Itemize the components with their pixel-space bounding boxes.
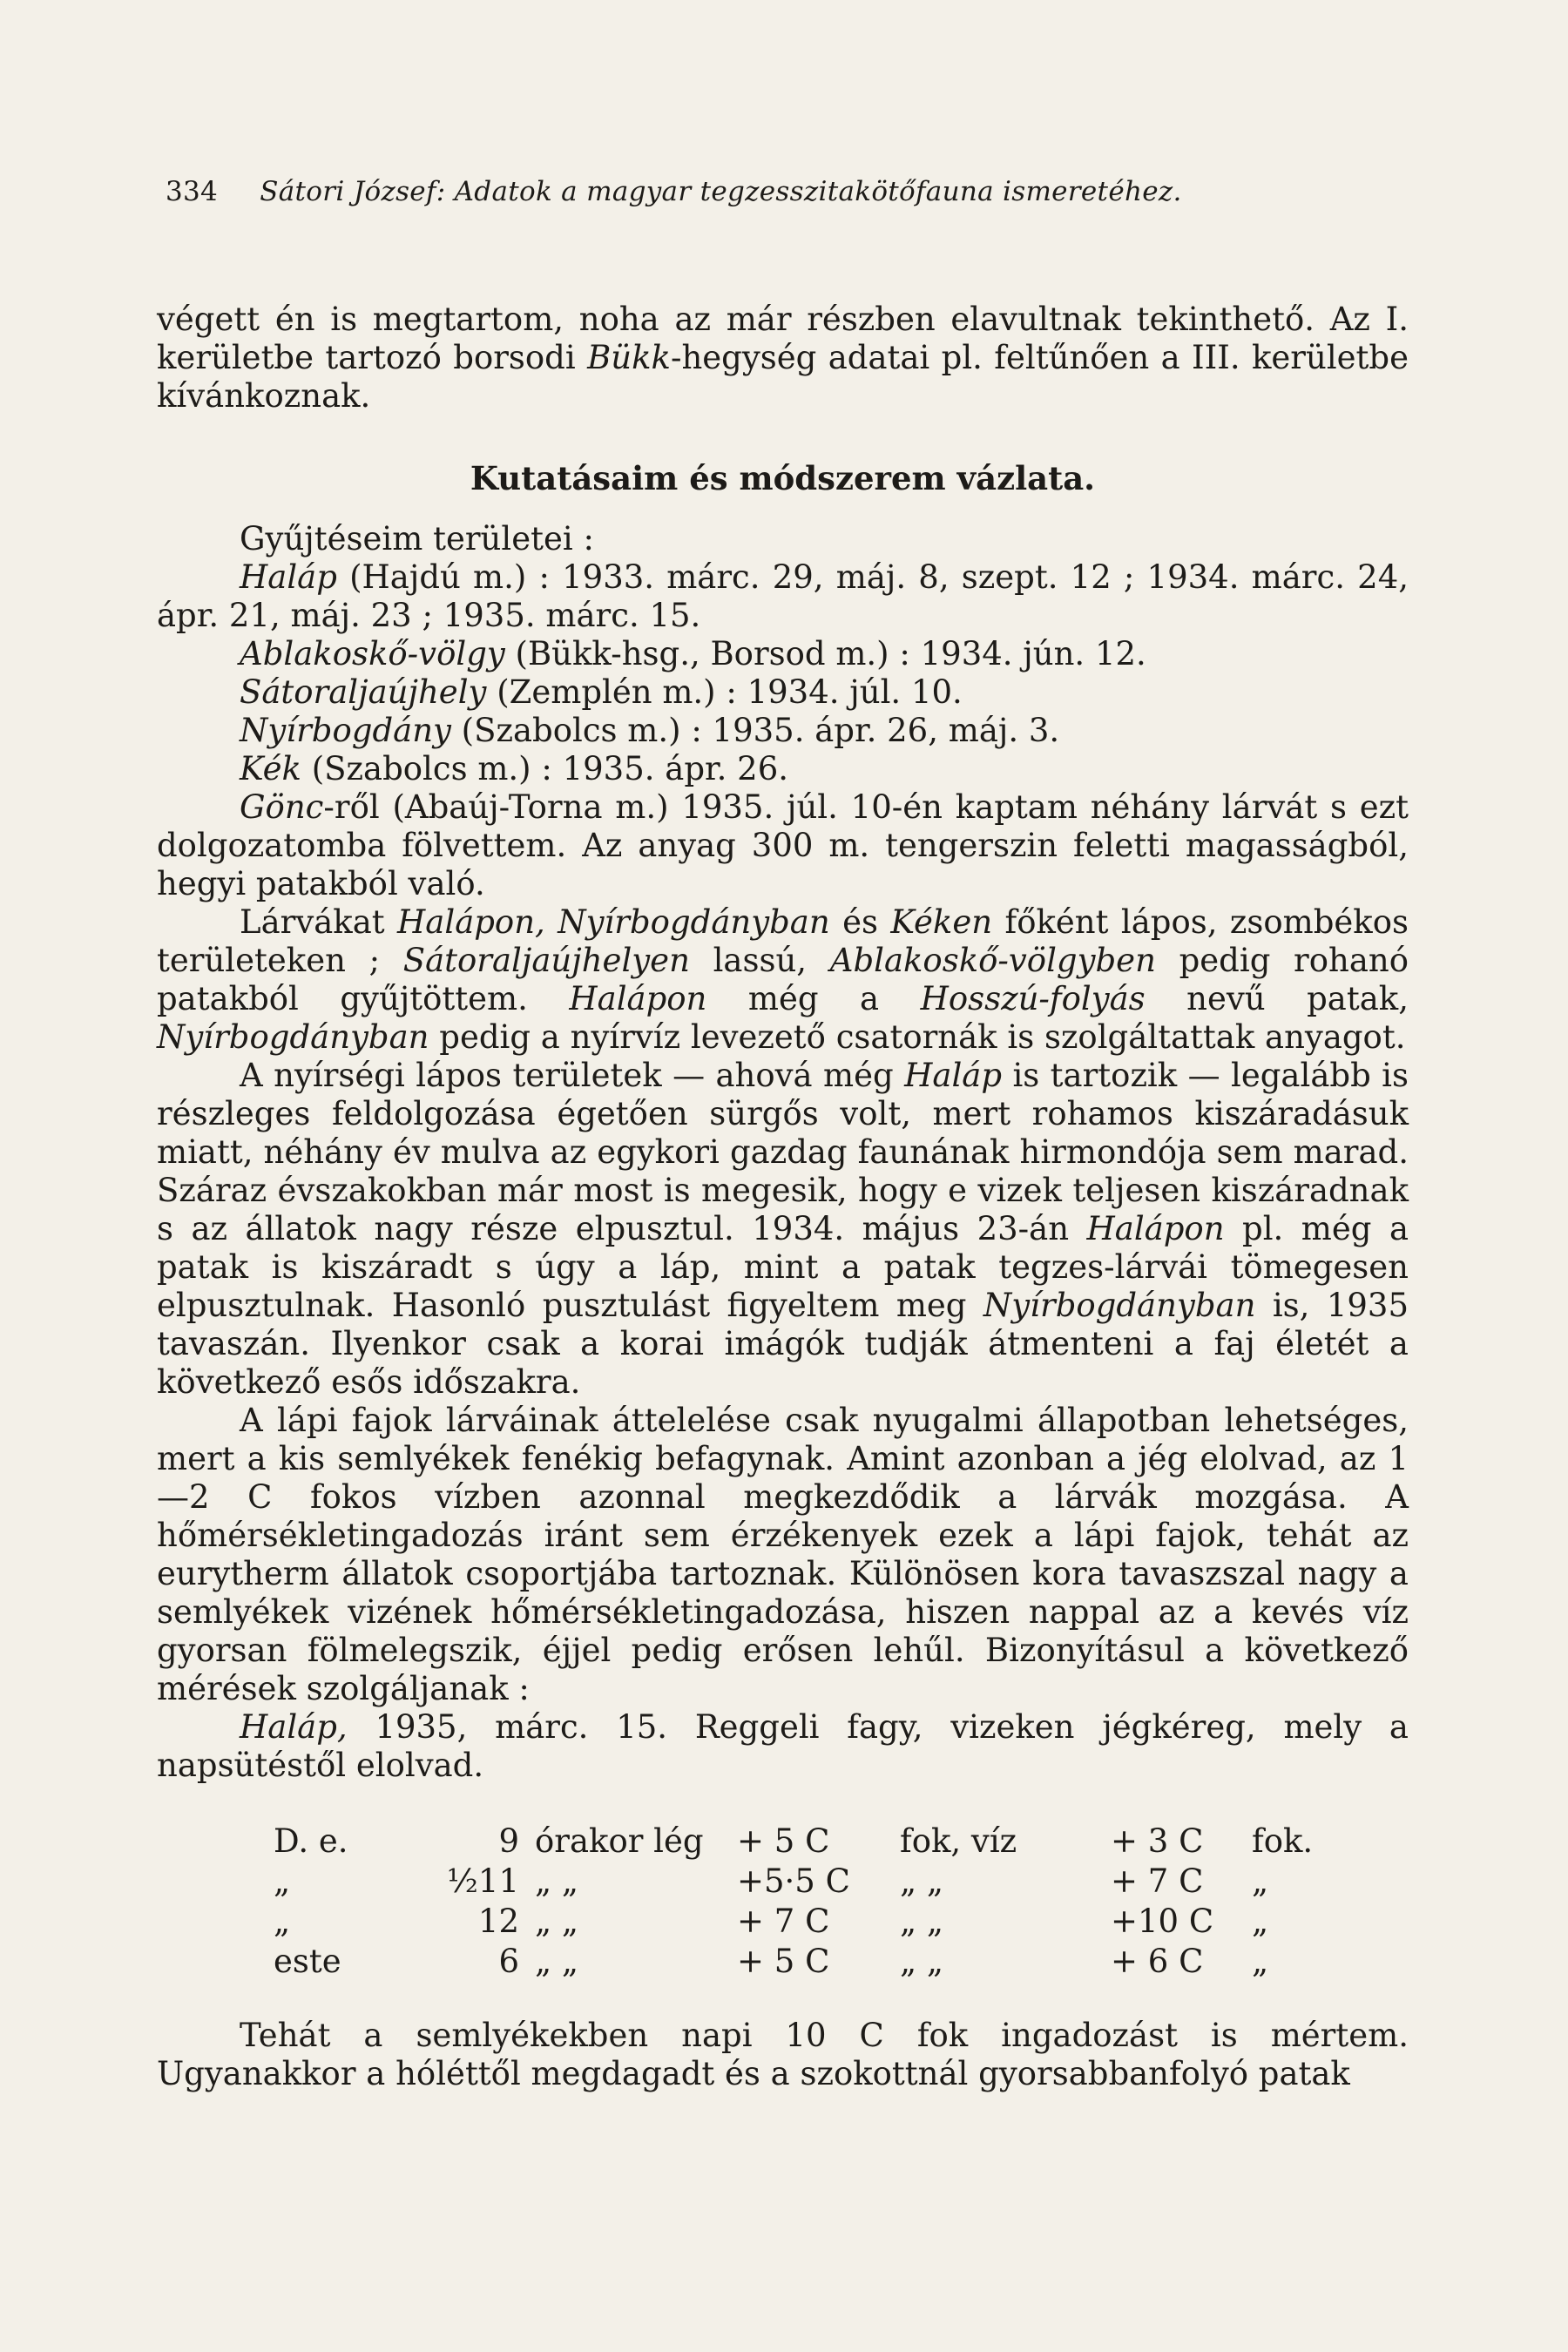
running-title: Sátori József: Adatok a magyar tegzesszitakötőfauna ismeretéhez. <box>260 176 1182 207</box>
paragraph-larvae: Lárvákat Halápon, Nyírbogdányban és Kéken főként lápos, zsombékos területeken ; Sátoraljaújhelyen lassú, Ablakoskő-völgyben pedig rohanó patakból gyűjtöttem. Halápon még a Hosszú-folyás nevű patak, Nyírbogdányban pedig a nyírvíz levezető csatornák is szolgáltattak anyagot. <box>157 903 1409 1056</box>
table-row: „ 12 „ „ + 7 C „ „ +10 C „ <box>274 1903 1269 1940</box>
table-row: D. e. 9 órakor lég + 5 C fok, víz + 3 C fok. <box>274 1822 1314 1860</box>
table-row: „ ½11 „ „ +5·5 C „ „ + 7 C „ <box>274 1862 1269 1900</box>
site-entry: Gönc-ről (Abaúj-Torna m.) 1935. júl. 10-én kaptam néhány lárvát s ezt dolgozatomba fölvettem. Az anyag 300 m. tengerszin feletti magasságból, hegyi patakból való. <box>157 788 1409 902</box>
collection-intro: Gyűjtéseim területei : <box>240 520 594 558</box>
table-row: este 6 „ „ + 5 C „ „ + 6 C „ <box>274 1943 1269 1980</box>
temperature-measurements-table <box>274 1821 1323 1982</box>
paragraph-halap-measurement-intro: Haláp, 1935, márc. 15. Reggeli fagy, vizeken jégkéreg, mely a napsütéstől elolvad. <box>157 1708 1409 1784</box>
site-entry: Ablakoskő-völgy (Bükk-hsg., Borsod m.) : 1934. jún. 12. <box>240 635 1146 672</box>
section-heading: Kutatásaim és módszerem vázlata. <box>470 459 1096 497</box>
site-entry: Nyírbogdány (Szabolcs m.) : 1935. ápr. 26, máj. 3. <box>240 712 1060 749</box>
paragraph-continuation: végett én is megtartom, noha az már részben elavultnak tekinthető. Az I. kerületbe tartozó borsodi Bükk-hegység adatai pl. feltűnően a III. kerületbe kívánkoznak. <box>157 301 1409 415</box>
site-entry: Haláp (Hajdú m.) : 1933. márc. 29, máj. 8, szept. 12 ; 1934. márc. 24, ápr. 21, máj. 23 ; 1935. márc. 15. <box>157 558 1409 634</box>
paragraph-lapi-fajok: A lápi fajok lárváinak áttelelése csak nyugalmi állapotban lehetséges, mert a kis semlyékek fenékig befagynak. Amint azonban a jég elolvad, az 1—2 C fokos vízben azonnal megkezdődik a lárvák mozgása. A hőmérsékletingadozás iránt sem érzékenyek ezek a lápi fajok, tehát az eurytherm állatok csoportjába tartoznak. Különösen kora tavaszszal nagy a semlyékek vizének hőmérsékletingadozása, hiszen nappal az a kevés víz gyorsan fölmelegszik, éjjel pedig erősen lehűl. Bizonyításul a következő mérések szolgáljanak : <box>157 1402 1409 1707</box>
paragraph-final: Tehát a semlyékekben napi 10 C fok ingadozást is mértem. Ugyanakkor a hóléttől megdagadt és a szokottnál gyorsabbanfolyó patak <box>157 2017 1409 2092</box>
body-text <box>157 301 1409 2093</box>
collection-sites-list <box>157 558 1409 903</box>
running-header <box>166 176 1182 207</box>
site-entry: Sátoraljaújhely (Zemplén m.) : 1934. júl. 10. <box>240 673 963 711</box>
paragraph-nyirseg: A nyírségi lápos területek — ahová még Haláp is tartozik — legalább is részleges feldolgozása égetően sürgős volt, mert rohamos kiszáradásuk miatt, néhány év mulva az egykori gazdag faunának hirmondója sem marad. Száraz évszakokban már most is megesik, hogy e vizek teljesen kiszáradnak s az állatok nagy része elpusztul. 1934. május 23-án Halápon pl. még a patak is kiszáradt s úgy a láp, mint a patak tegzes-lárvái tömegesen elpusztulnak. Hasonló pusztulást figyeltem meg Nyírbogdányban is, 1935 tavaszán. Ilyenkor csak a korai imágók tudják átmenteni a faj életét a következő esős időszakra. <box>157 1057 1409 1401</box>
page-number: 334 <box>166 176 219 207</box>
site-entry: Kék (Szabolcs m.) : 1935. ápr. 26. <box>240 750 789 787</box>
